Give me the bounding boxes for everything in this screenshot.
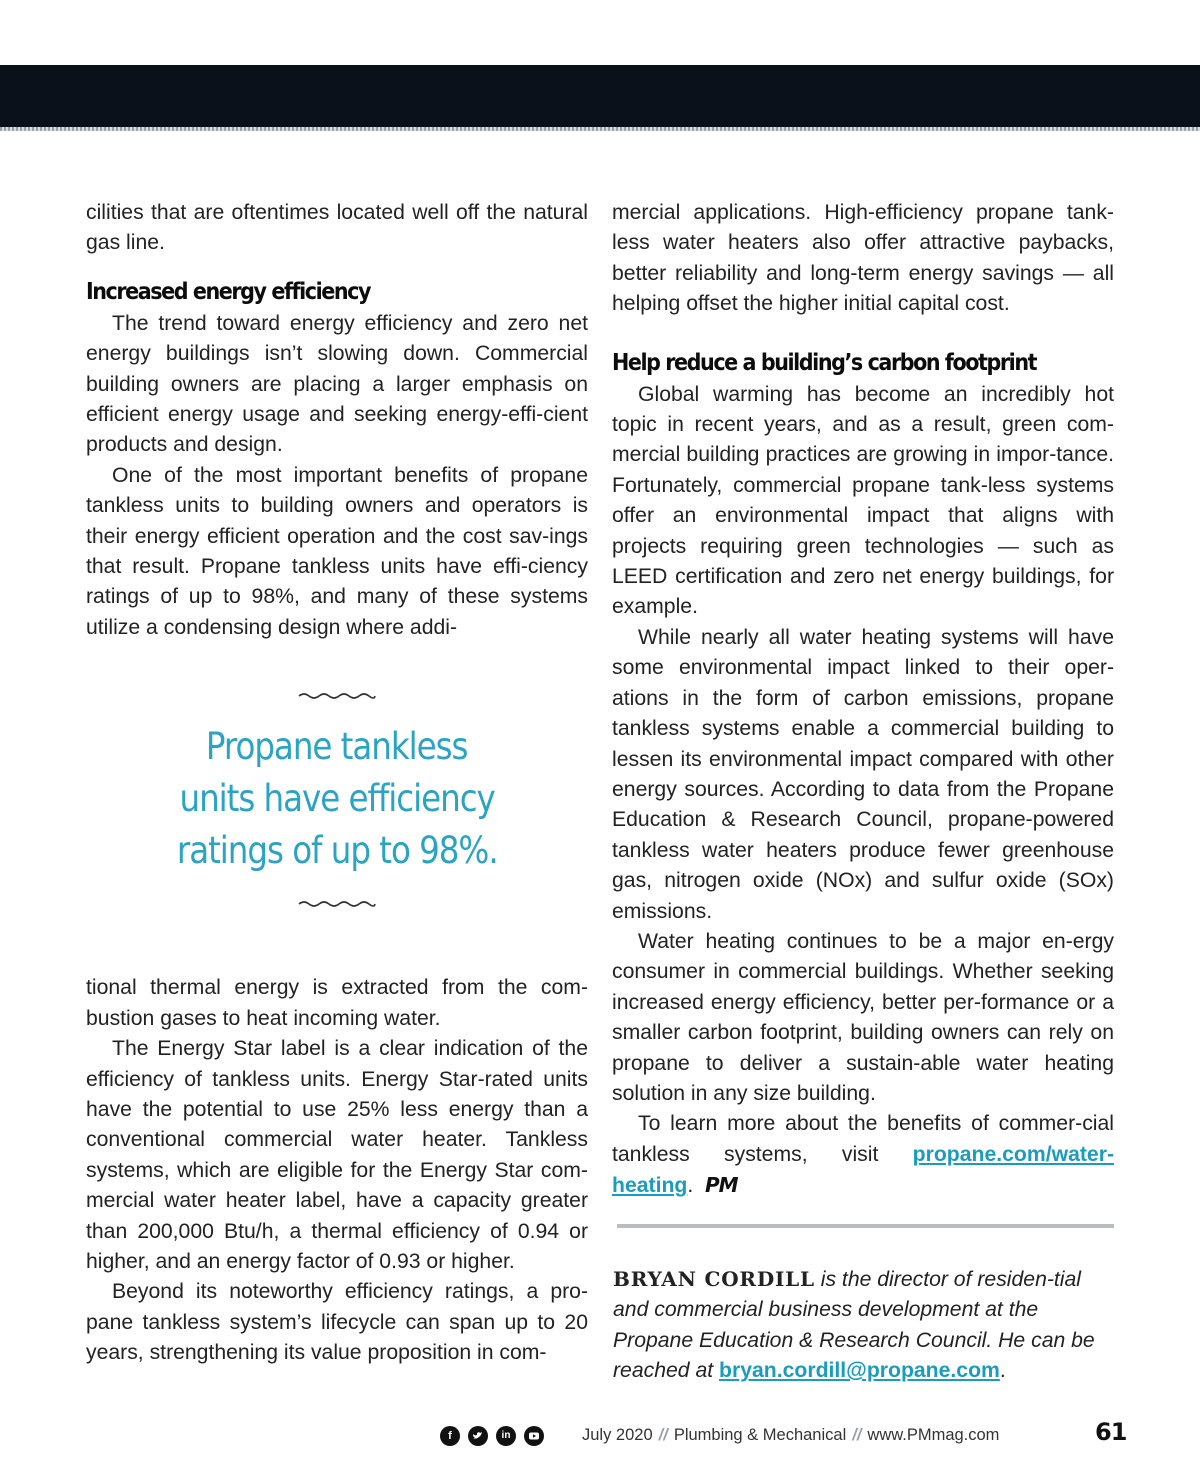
paragraph: Water heating continues to be a major en-ergy consumer in commercial buildings. Whether seeking increased energy efficiency, better per-formance or a smaller carbon footprint, building owners can rely on propane to deliver a sustain-able water heating solution in any size building. <box>612 929 1114 1105</box>
magazine-name: Plumbing & Mechanical <box>673 1426 847 1444</box>
paragraph-text: . <box>687 1174 694 1198</box>
pull-quote-text <box>86 721 588 877</box>
top-banner <box>0 65 1200 127</box>
paragraph: The trend toward energy efficiency and zero net energy buildings isn’t slowing down. Commercial building owners are placing a larger emphasis on efficient energy usage and seeking energy-effi-cient products and design. <box>86 311 588 457</box>
paragraph: cilities that are oftentimes located well off the natural gas line. <box>86 201 588 255</box>
pull-quote <box>86 643 588 973</box>
pull-quote-line: Propane tankless <box>206 725 468 769</box>
paragraph: tional thermal energy is extracted from the com-bustion gases to heat incoming water. <box>86 976 588 1030</box>
section-heading-energy-efficiency: Increased energy efficiency <box>86 278 371 305</box>
squiggle-divider-icon <box>297 691 377 701</box>
left-column <box>86 198 588 1369</box>
twitter-icon[interactable] <box>468 1426 488 1446</box>
paragraph-text: To learn more about the benefits of commer-cial tankless systems, visit <box>612 1112 1114 1166</box>
author-bio-text: is the director of residen-tial and commercial business development at the Propane Education & Research Council. He can be reached at <box>613 1268 1095 1383</box>
paragraph: Global warming has become an incredibly hot topic in recent years, and as a result, green com-mercial building practices are growing in impor-tance. Fortunately, commercial propane tank-less systems offer an environmental impact that aligns with projects requiring green technologies — such as LEED certification and zero net energy buildings, for example. <box>612 382 1114 619</box>
facebook-icon[interactable]: f <box>440 1426 460 1446</box>
paragraph: mercial applications. High-efficiency propane tank-less water heaters also offer attractive paybacks, better reliability and long-term energy savings — all helping offset the higher initial capital cost. <box>612 201 1114 316</box>
paragraph: While nearly all water heating systems will have some environmental impact linked to their oper-ations in the form of carbon emissions, propane tankless systems enable a commercial building to lessen its environmental impact compared with other energy sources. According to data from the Propane Education & Research Council, propane-powered tankless water heaters produce fewer greenhouse gas, nitrogen oxide (NOx) and sulfur oxide (SOx) emissions. <box>612 625 1114 923</box>
pull-quote-line: units have efficiency <box>179 777 495 821</box>
footer-separator: // <box>852 1426 862 1444</box>
page-footer <box>440 1418 1127 1454</box>
right-column <box>612 198 1114 1202</box>
page-number: 61 <box>1095 1418 1127 1446</box>
divider-rule <box>617 1224 1114 1228</box>
paragraph: Beyond its noteworthy efficiency ratings, a pro-pane tankless system’s lifecycle can span up to 20 years, strengthening its value proposition in com- <box>86 1280 588 1365</box>
section-heading-carbon-footprint: Help reduce a building’s carbon footprint <box>612 349 1037 376</box>
website-link[interactable]: www.PMmag.com <box>867 1426 1000 1444</box>
youtube-icon[interactable] <box>524 1426 544 1446</box>
top-banner-edge <box>0 127 1200 131</box>
author-bio-tail: . <box>999 1359 1006 1383</box>
author-email-link[interactable]: bryan.cordill@propane.com <box>719 1359 1000 1383</box>
paragraph: The Energy Star label is a clear indication of the efficiency of tankless units. Energy Star-rated units have the potential to use 25% less energy than a conventional commercial water heater. Tankless systems, which are eligible for the Energy Star com-mercial water heater label, have a capacity greater than 200,000 Btu/h, a thermal efficiency of 0.94 or higher, and an energy factor of 0.93 or higher. <box>86 1037 588 1273</box>
footer-info <box>582 1426 999 1445</box>
squiggle-divider-icon <box>297 899 377 909</box>
water-heating-link[interactable]: propane.com/water-heating <box>612 1142 1114 1198</box>
author-bio <box>613 1264 1115 1387</box>
linkedin-icon[interactable]: in <box>496 1426 516 1446</box>
issue-date: July 2020 <box>582 1426 653 1444</box>
pull-quote-line: ratings of up to 98%. <box>176 829 498 873</box>
paragraph <box>612 1109 1114 1201</box>
author-name: BRYAN CORDILL <box>613 1267 815 1291</box>
paragraph: One of the most important benefits of propane tankless units to building owners and operators is their energy efficient operation and the cost sav-ings that result. Propane tankless units have effi-ciency ratings of up to 98%, and many of these systems utilize a condensing design where addi- <box>86 463 588 639</box>
footer-separator: // <box>658 1426 668 1444</box>
pm-end-mark: PM <box>705 1173 738 1198</box>
